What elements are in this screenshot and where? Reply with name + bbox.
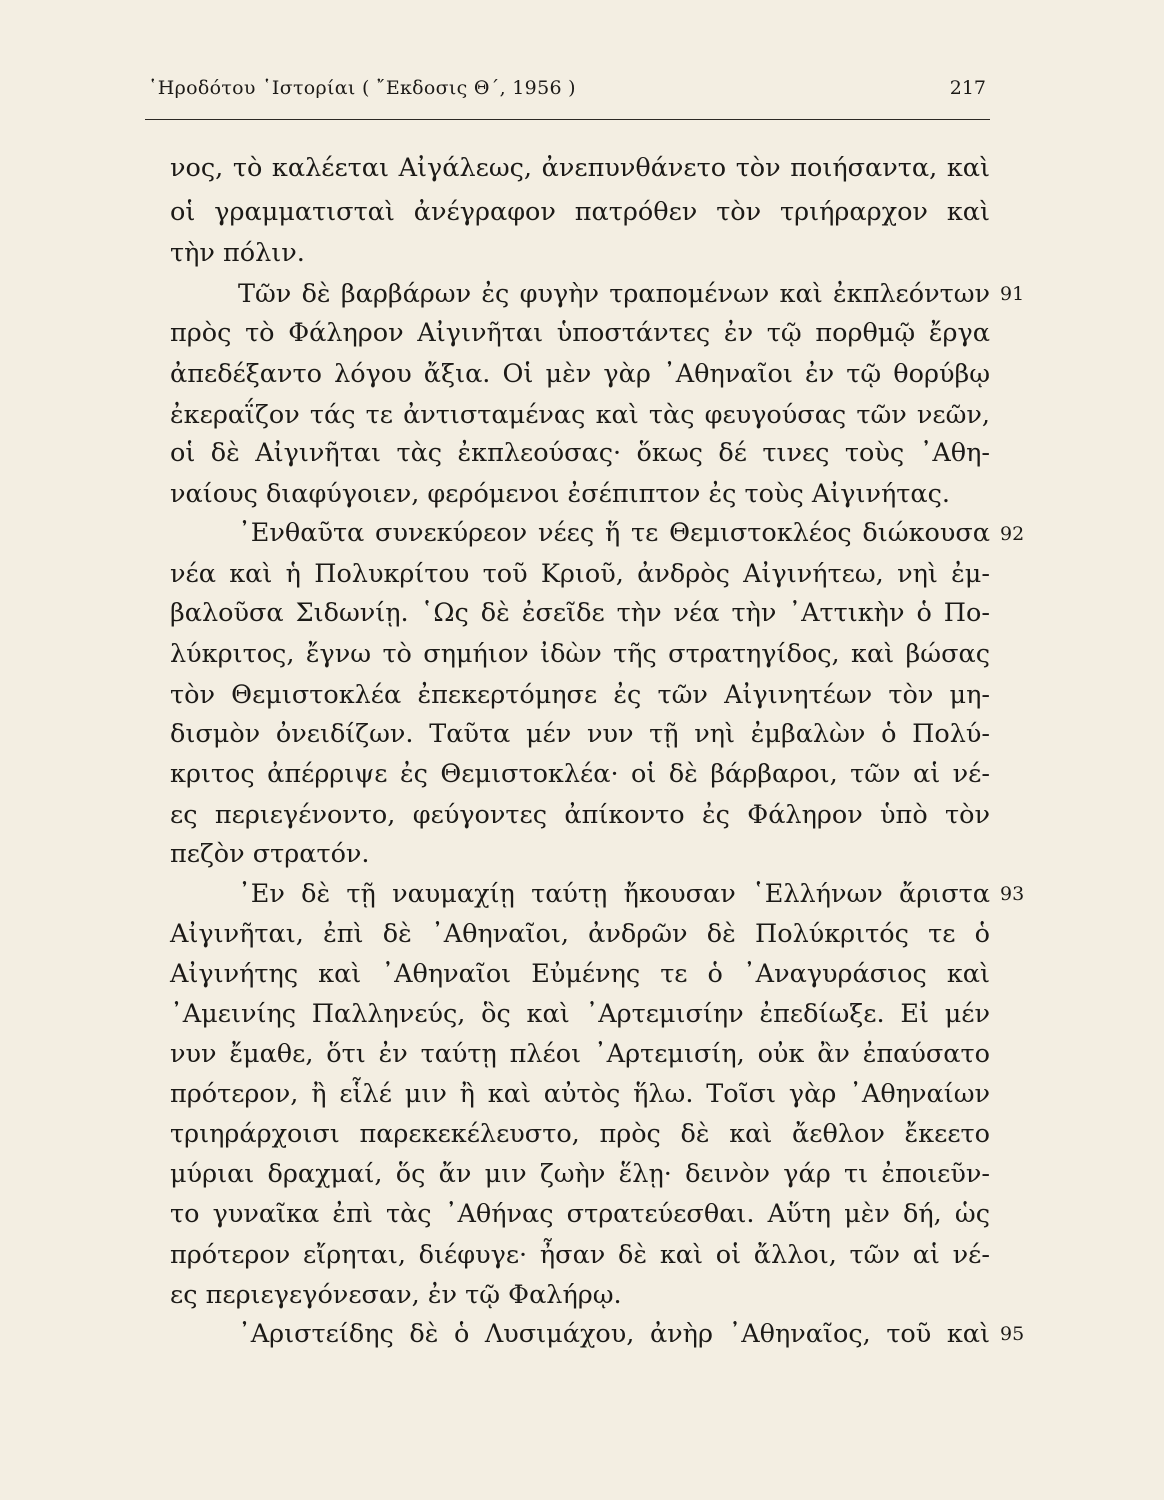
text-line: κριτος ἀπέρριψε ἐς Θεμιστοκλέα· οἱ δὲ βάρβαροι, τῶν αἱ νέ-	[170, 759, 990, 789]
text-line: Τῶν δὲ βαρβάρων ἐς φυγὴν τραπομένων καὶ ἐκπλεόντων	[238, 279, 990, 309]
text-line: ἀπεδέξαντο λόγου ἄξια. Οἱ μὲν γὰρ ᾿Αθηναῖοι ἐν τῷ θορύβῳ	[170, 359, 990, 389]
text-line: μύριαι δραχμαί, ὅς ἄν μιν ζωὴν ἕλῃ· δεινὸν γάρ τι ἐποιεῦν-	[170, 1159, 990, 1189]
text-line: πεζὸν στρατόν.	[170, 839, 370, 869]
text-line: ναίους διαφύγοιεν, φερόμενοι ἐσέπιπτον ἐς τοὺς Αἰγινήτας.	[170, 479, 951, 509]
text-line: οἱ δὲ Αἰγινῆται τὰς ἐκπλεούσας· ὅκως δέ τινες τοὺς ᾿Αθη-	[170, 438, 990, 468]
text-line: οἱ γραμματισταὶ ἀνέγραφον πατρόθεν τὸν τριήραρχον καὶ	[170, 197, 990, 227]
text-line: τριηράρχοισι παρεκεκέλευστο, πρὸς δὲ καὶ ἄεθλον ἔκεετο	[170, 1119, 990, 1149]
text-line: νος, τὸ καλέεται Αἰγάλεως, ἀνεπυνθάνετο τὸν ποιήσαντα, καὶ	[170, 153, 990, 183]
text-line: ες περιεγένοντο, φεύγοντες ἀπίκοντο ἐς Φάληρον ὑπὸ τὸν	[170, 800, 990, 830]
text-line: πρότερον εἴρηται, διέφυγε· ἦσαν δὲ καὶ οἱ ἄλλοι, τῶν αἱ νέ-	[170, 1240, 990, 1270]
text-line: νέα καὶ ἡ Πολυκρίτου τοῦ Κριοῦ, ἀνδρὸς Αἰγινήτεω, νηὶ ἐμ-	[170, 559, 990, 589]
text-line: λύκριτος, ἔγνω τὸ σημήιον ἰδὼν τῆς στρατηγίδος, καὶ βώσας	[170, 639, 990, 669]
text-line: ᾿Εν δὲ τῇ ναυμαχίῃ ταύτῃ ἤκουσαν ῾Ελλήνων ἄριστα	[238, 879, 990, 909]
section-number: 92	[1000, 523, 1025, 545]
text-line: τὴν πόλιν.	[170, 238, 305, 268]
header-rule	[145, 119, 990, 120]
text-line: το γυναῖκα ἐπὶ τὰς ᾿Αθήνας στρατεύεσθαι. Αὕτη μὲν δή, ὡς	[170, 1199, 990, 1229]
running-header	[148, 77, 986, 107]
text-line: ες περιεγεγόνεσαν, ἐν τῷ Φαλήρῳ.	[170, 1280, 622, 1310]
text-line: τὸν Θεμιστοκλέα ἐπεκερτόμησε ἐς τῶν Αἰγινητέων τὸν μη-	[170, 680, 990, 710]
header-title: ῾Ηροδότου ῾Ιστορίαι ( ῎Εκδοσις Θ΄, 1956 )	[148, 77, 576, 99]
text-line: πρὸς τὸ Φάληρον Αἰγινῆται ὑποστάντες ἐν τῷ πορθμῷ ἔργα	[170, 318, 990, 348]
text-line: ἐκεραΐζον τάς τε ἀντισταμένας καὶ τὰς φευγούσας τῶν νεῶν,	[170, 400, 990, 430]
text-line: βαλοῦσα Σιδωνίῃ. ῾Ως δὲ ἐσεῖδε τὴν νέα τὴν ᾿Αττικὴν ὁ Πο-	[170, 598, 990, 628]
page-number: 217	[949, 77, 986, 99]
text-line: ᾿Ενθαῦτα συνεκύρεον νέες ἥ τε Θεμιστοκλέος διώκουσα	[238, 518, 990, 548]
text-line: νυν ἔμαθε, ὅτι ἐν ταύτῃ πλέοι ᾿Αρτεμισίη, οὐκ ἂν ἐπαύσατο	[170, 1039, 990, 1069]
text-line: ᾿Αμεινίης Παλληνεύς, ὃς καὶ ᾿Αρτεμισίην ἐπεδίωξε. Εἰ μέν	[170, 999, 990, 1029]
text-line: ᾿Αριστείδης δὲ ὁ Λυσιμάχου, ἀνὴρ ᾿Αθηναῖος, τοῦ καὶ	[238, 1319, 990, 1349]
section-number: 95	[1000, 1323, 1025, 1345]
section-number: 91	[1000, 283, 1025, 305]
text-line: δισμὸν ὀνειδίζων. Ταῦτα μέν νυν τῇ νηὶ ἐμβαλὼν ὁ Πολύ-	[170, 719, 990, 749]
text-line: Αἰγινήτης καὶ ᾿Αθηναῖοι Εὐμένης τε ὁ ᾿Αναγυράσιος καὶ	[170, 959, 990, 989]
text-line: πρότερον, ἢ εἷλέ μιν ἢ καὶ αὐτὸς ἥλω. Τοῖσι γὰρ ᾿Αθηναίων	[170, 1079, 990, 1109]
section-number: 93	[1000, 883, 1025, 905]
text-line: Αἰγινῆται, ἐπὶ δὲ ᾿Αθηναῖοι, ἀνδρῶν δὲ Πολύκριτός τε ὁ	[170, 919, 990, 949]
